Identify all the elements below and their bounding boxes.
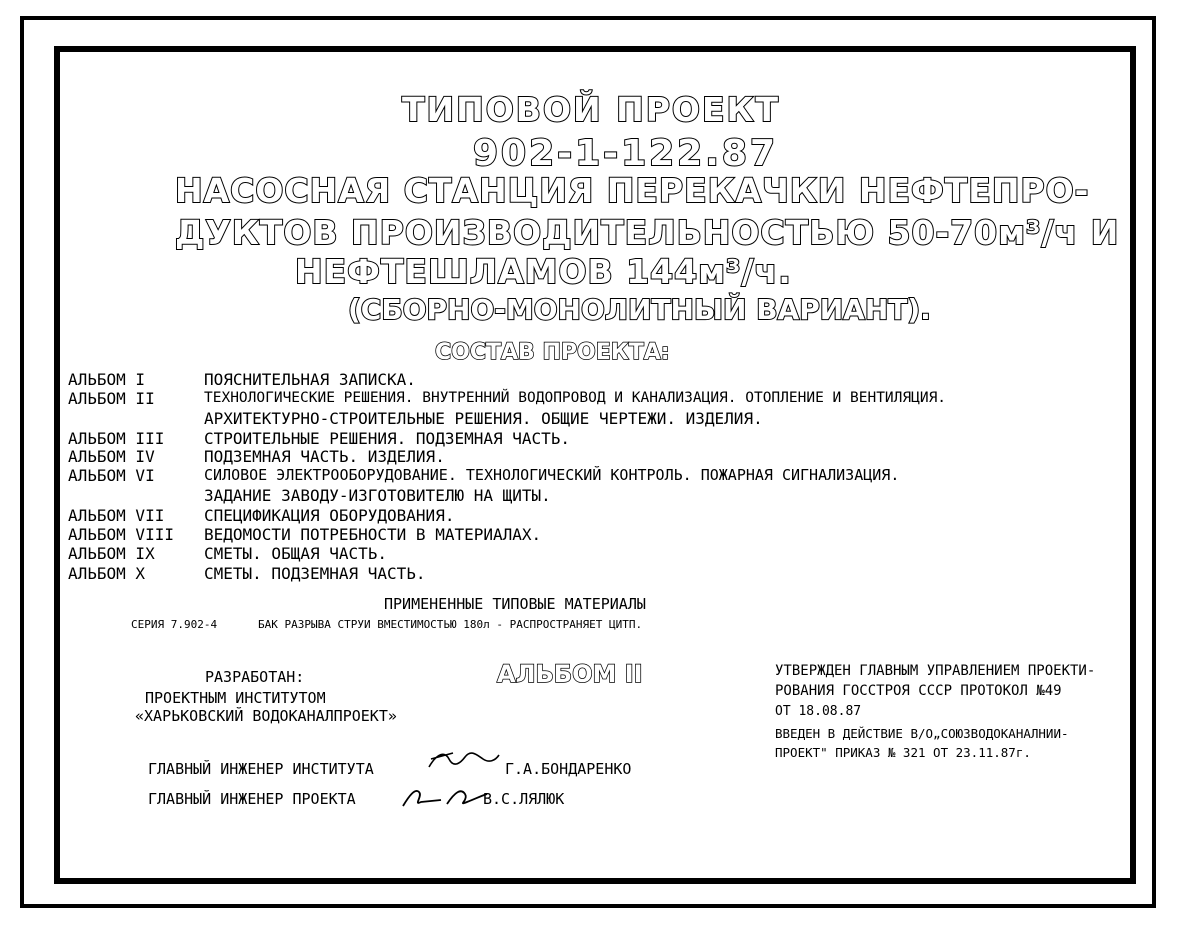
project-title-line-3: НЕФТЕШЛАМОВ 144м³/ч. [295,252,792,291]
approval-date: ОТ 18.08.87 [775,704,862,719]
approval-line-4: ВВЕДЕН В ДЕЙСТВИЕ В/О„СОЮЗВОДОКАНАЛНИИ- [775,726,1069,741]
materials-description: БАК РАЗРЫВА СТРУИ ВМЕСТИМОСТЬЮ 180л - РАСПРОСТРАНЯЕТ ЦИТП. [258,618,643,631]
project-title-line-2: ДУКТОВ ПРОИЗВОДИТЕЛЬНОСТЬЮ 50-70м³/ч И [175,213,1120,252]
developer-heading: РАЗРАБОТАН: [205,668,305,686]
signature-image [425,745,515,775]
album-designation: АЛЬБОМ II [497,660,643,688]
album-description: СТРОИТЕЛЬНЫЕ РЕШЕНИЯ. ПОДЗЕМНАЯ ЧАСТЬ. [204,429,571,448]
materials-series: СЕРИЯ 7.902-4 [131,618,218,631]
materials-heading: ПРИМЕНЕННЫЕ ТИПОВЫЕ МАТЕРИАЛЫ [384,595,646,613]
developer-institute: ПРОЕКТНЫМ ИНСТИТУТОМ [145,689,326,707]
album-description: СИЛОВОЕ ЭЛЕКТРООБОРУДОВАНИЕ. ТЕХНОЛОГИЧЕСКИЙ КОНТРОЛЬ. ПОЖАРНАЯ СИГНАЛИЗАЦИЯ. [204,466,900,484]
signature-name: Г.А.БОНДАРЕНКО [505,760,632,778]
album-description-continued: АРХИТЕКТУРНО-СТРОИТЕЛЬНЫЕ РЕШЕНИЯ. ОБЩИЕ ЧЕРТЕЖИ. ИЗДЕЛИЯ. [204,409,763,428]
album-description: ПОДЗЕМНАЯ ЧАСТЬ. ИЗДЕЛИЯ. [204,447,445,466]
approval-line-1: УТВЕРЖДЕН ГЛАВНЫМ УПРАВЛЕНИЕМ ПРОЕКТИ- [775,663,1096,679]
album-description: СПЕЦИФИКАЦИЯ ОБОРУДОВАНИЯ. [204,506,455,525]
approval-line-5: ПРОЕКТ" ПРИКАЗ № 321 ОТ 23.11.87г. [775,745,1031,760]
project-variant: (СБОРНО-МОНОЛИТНЫЙ ВАРИАНТ). [348,293,931,326]
composition-heading: СОСТАВ ПРОЕКТА: [435,340,670,365]
album-description: ТЕХНОЛОГИЧЕСКИЕ РЕШЕНИЯ. ВНУТРЕННИЙ ВОДОПРОВОД И КАНАЛИЗАЦИЯ. ОТОПЛЕНИЕ И ВЕНТИЛЯЦИЯ. [204,390,947,406]
project-title-line-1: НАСОСНАЯ СТАНЦИЯ ПЕРЕКАЧКИ НЕФТЕПРО- [175,171,1090,210]
album-description: СМЕТЫ. ПОДЗЕМНАЯ ЧАСТЬ. [204,564,426,583]
project-type-title: ТИПОВОЙ ПРОЕКТ [402,90,780,129]
signature-role: ГЛАВНЫЙ ИНЖЕНЕР ИНСТИТУТА [148,760,374,778]
album-label: АЛЬБОМ VI [68,466,155,485]
album-description: СМЕТЫ. ОБЩАЯ ЧАСТЬ. [204,544,388,563]
album-label: АЛЬБОМ III [68,429,165,448]
album-description-continued: ЗАДАНИЕ ЗАВОДУ-ИЗГОТОВИТЕЛЮ НА ЩИТЫ. [204,486,551,505]
album-label: АЛЬБОМ I [68,370,146,389]
developer-institute-name: «ХАРЬКОВСКИЙ ВОДОКАНАЛПРОЕКТ» [135,707,397,725]
signature-image [395,782,495,812]
album-label: АЛЬБОМ VII [68,506,165,525]
album-label: АЛЬБОМ IX [68,544,155,563]
album-description: ПОЯСНИТЕЛЬНАЯ ЗАПИСКА. [204,370,416,389]
album-label: АЛЬБОМ IV [68,447,155,466]
album-label: АЛЬБОМ II [68,389,155,408]
project-number: 902-1-122.87 [473,133,778,174]
approval-line-2: РОВАНИЯ ГОССТРОЯ СССР ПРОТОКОЛ №49 [775,683,1062,699]
album-label: АЛЬБОМ VIII [68,525,174,544]
album-label: АЛЬБОМ X [68,564,146,583]
signature-name: В.С.ЛЯЛЮК [483,790,565,808]
signature-role: ГЛАВНЫЙ ИНЖЕНЕР ПРОЕКТА [148,790,356,808]
album-description: ВЕДОМОСТИ ПОТРЕБНОСТИ В МАТЕРИАЛАХ. [204,525,542,544]
